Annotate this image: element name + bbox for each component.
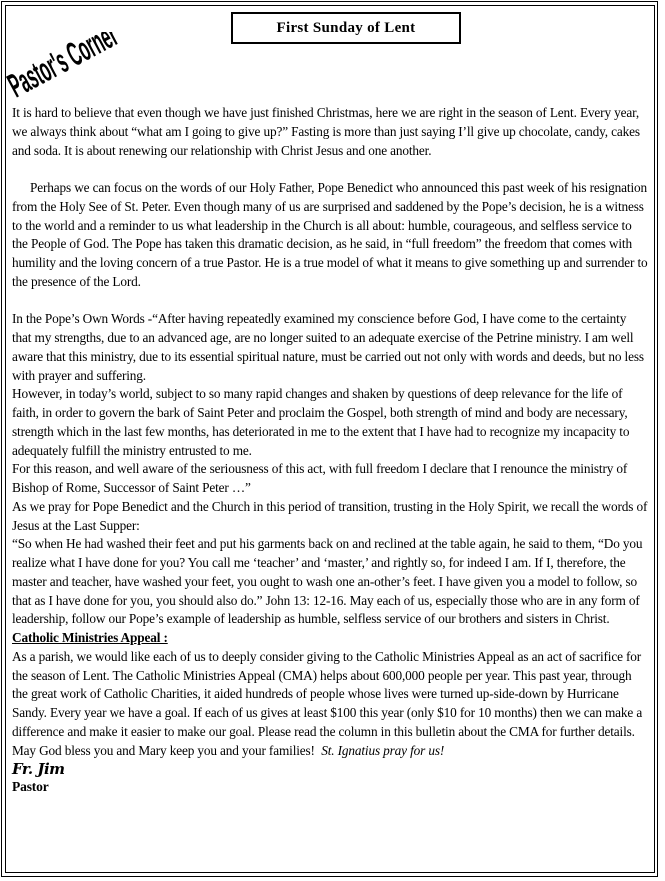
article-body (12, 104, 648, 796)
spacer (12, 292, 648, 311)
logo-text: Pastor's Corner (4, 32, 124, 102)
signature-role: Pastor (12, 779, 49, 795)
paragraph-pope-words: In the Pope’s Own Words -“After having repeatedly examined my conscience before God, I have come to the certainty that my strengths, due to an advanced age, are no longer suited to an adequate exercise of the Petrine ministry. I am well aware that this ministry, due to its essential spiritual nature, must be carried out not only with words and deeds, but no less with prayer and suffering. (12, 311, 644, 383)
paragraph-intro: It is hard to believe that even though we have just finished Christmas, here we are right in the season of Lent. Every year, we always think about “what am I going to give up?” Fasting is more than just saying I’ll give up chocolate, candy, cakes and soda. It is about renewing our relationship with Christ Jesus and one another. (12, 105, 640, 158)
pastors-corner-logo (4, 32, 139, 102)
paragraph-pope-benedict: Perhaps we can focus on the words of our Holy Father, Pope Benedict who announced this past week of his resignation from the Holy See of St. Peter. Even though many of us are surprised and saddened by the Pope’s decision, he is a witness to the world and a reminder to us what leadership in the Church is all about: humble, courageous, and selfless service to the People of God. The Pope has taken this dramatic decision, as he said, in “full freedom” the freedom that comes with humility and the loving concern of a true Pastor. He is a true model of what it means to give something up and surrender to the presence of the Lord. (12, 180, 648, 289)
pastors-corner-wordmark (4, 32, 139, 102)
signature-name: Fr. Jim (12, 760, 65, 779)
cma-closing: St. Ignatius pray for us! (321, 742, 445, 758)
cma-text: As a parish, we would like each of us to deeply consider giving to the Catholic Ministries Appeal as an act of sacrifice for the season of Lent. The Catholic Ministries Appeal (CMA) helps about 600,000 people per year. This past year, through the great work of Catholic Charities, it aided hundreds of people whose lives were turned up-side-down by Hurricane Sandy. Every year we have a goal. If each of us gives at least $100 this year (only $10 for 10 months) then we can make a difference and make it easier to make our goal. Please read the column in this bulletin about the CMA for further details. May God bless you and Mary keep you and your families! (12, 648, 643, 758)
spacer (12, 160, 648, 179)
paragraph-cma (12, 648, 648, 761)
title-box (231, 12, 461, 44)
paragraph-renounce: For this reason, and well aware of the seriousness of this act, with full freedom I declare that I renounce the ministry of Bishop of Rome, Successor of Saint Peter …” (12, 461, 628, 495)
paragraph-however: However, in today’s world, subject to so many rapid changes and shaken by questions of deep relevance for the life of faith, in order to govern the bark of Saint Peter and proclaim the Gospel, both strength of mind and body are necessary, strength which in the last few months, has deteriorated in me to the extent that I have had to recognize my incapacity to adequately fulfill the ministry entrusted to me. (12, 386, 630, 458)
page-title: First Sunday of Lent (276, 19, 416, 36)
paragraph-prayer: As we pray for Pope Benedict and the Church in this period of transition, trusting in the Holy Spirit, we recall the words of Jesus at the Last Supper: (12, 498, 648, 533)
paragraph-scripture: “So when He had washed their feet and put his garments back on and reclined at the table again, he said to them, “Do you realize what I have done for you? You call me ‘teacher’ and ‘master,’ and rightly so, for indeed I am. If I, therefore, the master and teacher, have washed your feet, you ought to wash one an-other’s feet. I have given you a model to follow, so that as I have done for you, you should also do.” John 13: 12-16. May each of us, especially those who are in any form of leadership, follow our Pope’s example of leadership as humble, selfless service of our brothers and sisters in Christ. (12, 536, 643, 627)
cma-heading: Catholic Ministries Appeal : (12, 630, 168, 645)
